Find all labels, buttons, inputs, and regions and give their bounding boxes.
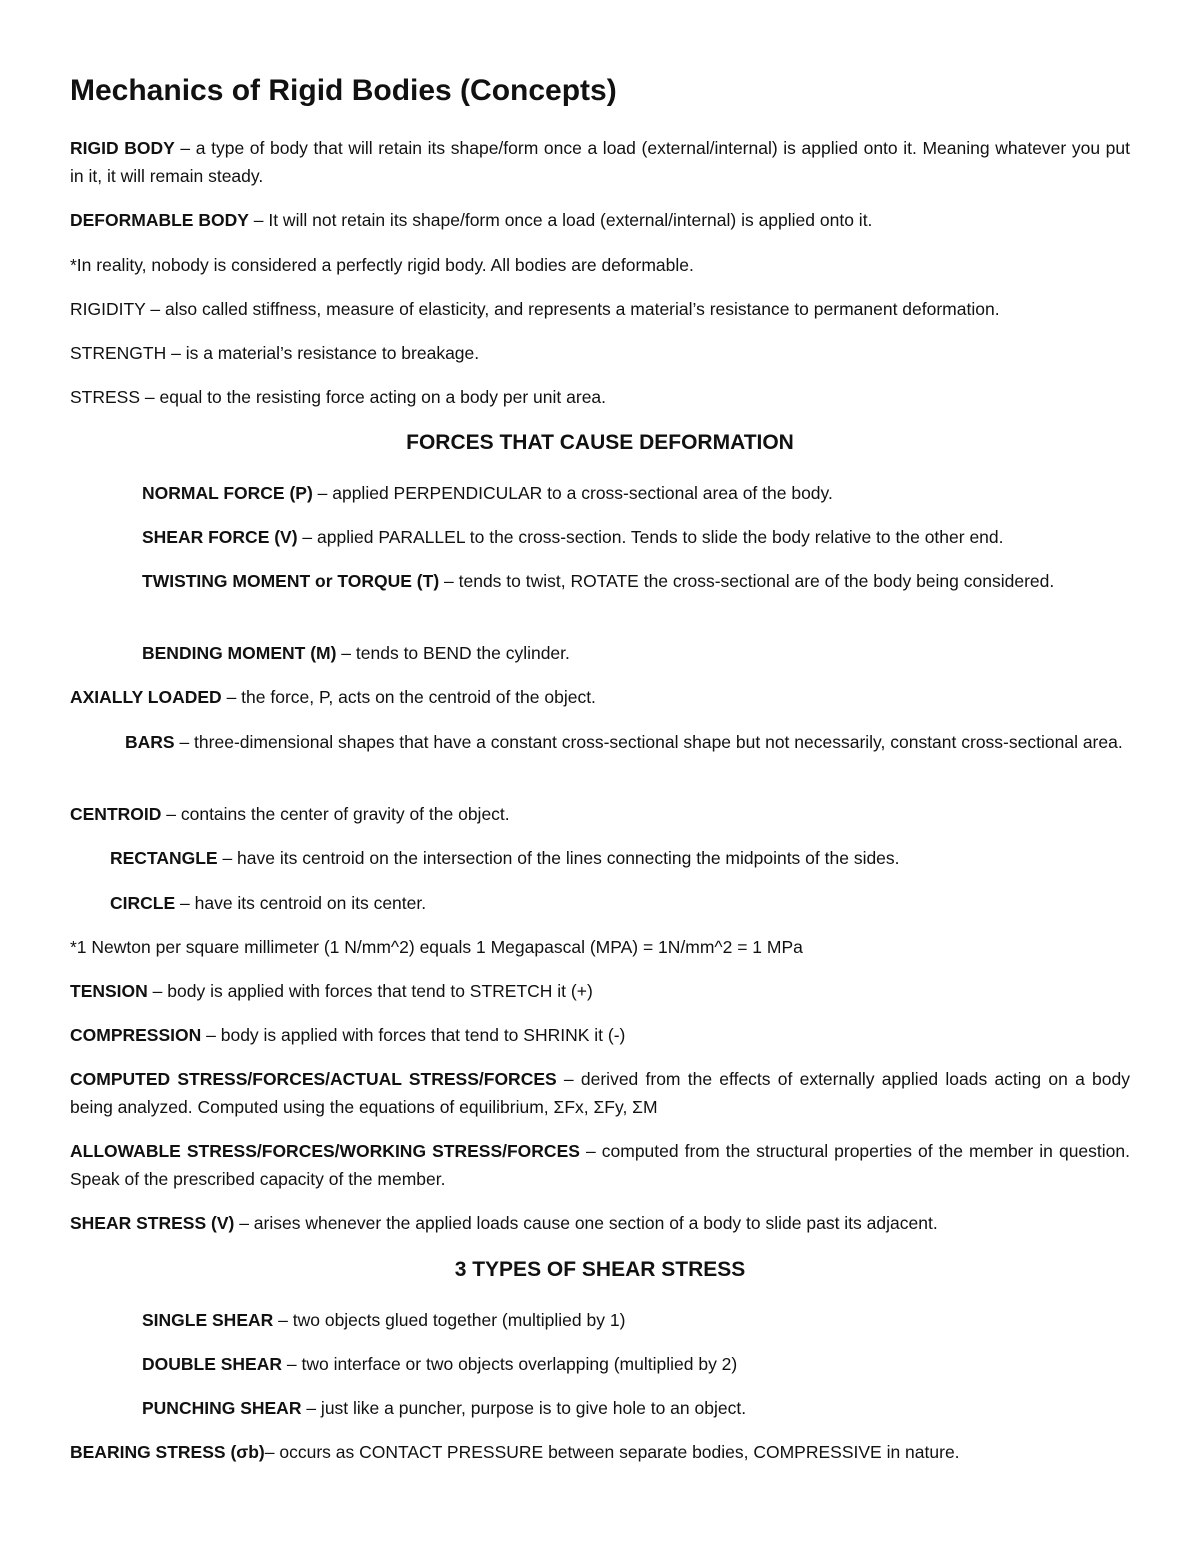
- definition: – body is applied with forces that tend to SHRINK it (-): [201, 1025, 626, 1045]
- definition: – applied PERPENDICULAR to a cross-sectional area of the body.: [312, 483, 833, 503]
- bearing-stress-definition: [70, 1438, 1130, 1466]
- twisting-moment-definition: [142, 567, 1130, 595]
- double-shear-definition: [142, 1350, 1130, 1378]
- shear-force-definition: [142, 523, 1130, 551]
- centroid-definition: [70, 800, 1130, 828]
- definition: – three-dimensional shapes that have a constant cross-sectional shape but not necessarily, constant cross-sectional area.: [174, 732, 1123, 752]
- term: STRENGTH: [70, 343, 167, 363]
- definition: – contains the center of gravity of the object.: [161, 804, 510, 824]
- section-heading-shear-types: 3 TYPES OF SHEAR STRESS: [454, 1258, 746, 1281]
- bending-moment-definition: [142, 639, 1130, 667]
- section-heading-forces: FORCES THAT CAUSE DEFORMATION: [406, 431, 794, 454]
- shear-stress-definition: [70, 1209, 1130, 1237]
- term: DOUBLE SHEAR: [142, 1354, 283, 1374]
- definition: – It will not retain its shape/form once a load (external/internal) is applied onto it.: [248, 210, 873, 230]
- stress-definition: [70, 383, 1130, 411]
- definition: – derived from the effects of externally applied loads acting on a body being analyzed. Computed using the equations of equilibrium, ΣFx, ΣFy, ΣM: [70, 1069, 1130, 1117]
- definition: – a type of body that will retain its shape/form once a load (external/internal) is applied onto it. Meaning whatever you put in it, it will remain steady.: [70, 138, 1130, 186]
- term: RIGIDITY: [70, 299, 146, 319]
- definition: – have its centroid on its center.: [175, 893, 427, 913]
- term: COMPRESSION: [70, 1025, 202, 1045]
- definition: – body is applied with forces that tend to STRETCH it (+): [147, 981, 593, 1001]
- definition: – the force, P, acts on the centroid of the object.: [221, 687, 596, 707]
- axially-loaded-definition: [70, 683, 1130, 711]
- term: CENTROID: [70, 804, 162, 824]
- definition: – tends to twist, ROTATE the cross-sectional are of the body being considered.: [439, 571, 1055, 591]
- definition: – two objects glued together (multiplied by 1): [273, 1310, 626, 1330]
- punching-shear-definition: [142, 1394, 1130, 1422]
- term: DEFORMABLE BODY: [70, 210, 249, 230]
- note-text: *In reality, nobody is considered a perfectly rigid body. All bodies are deformable.: [70, 255, 694, 275]
- definition: – is a material’s resistance to breakage.: [166, 343, 480, 363]
- reality-note: [70, 251, 1130, 279]
- term: TENSION: [70, 981, 148, 1001]
- term: RECTANGLE: [110, 848, 218, 868]
- allowable-stress-definition: [70, 1137, 1130, 1193]
- term: NORMAL FORCE (P): [142, 483, 313, 503]
- rigid-body-definition: [70, 134, 1130, 190]
- term: ALLOWABLE STRESS/FORCES/WORKING STRESS/FORCES: [70, 1141, 580, 1161]
- term: SHEAR FORCE (V): [142, 527, 298, 547]
- term: CIRCLE: [110, 893, 176, 913]
- term: BARS: [125, 732, 175, 752]
- term: SHEAR STRESS (V): [70, 1213, 235, 1233]
- strength-definition: [70, 339, 1130, 367]
- definition: – just like a puncher, purpose is to give hole to an object.: [301, 1398, 747, 1418]
- definition: – applied PARALLEL to the cross-section. Tends to slide the body relative to the other end.: [297, 527, 1004, 547]
- deformable-body-definition: [70, 206, 1130, 234]
- term: BEARING STRESS (σb): [70, 1442, 265, 1462]
- definition: – computed from the structural properties of the member in question. Speak of the prescribed capacity of the member.: [70, 1141, 1130, 1189]
- rigidity-definition: [70, 295, 1130, 323]
- computed-stress-definition: [70, 1065, 1130, 1121]
- page-title: Mechanics of Rigid Bodies (Concepts): [70, 74, 617, 107]
- definition: – equal to the resisting force acting on a body per unit area.: [140, 387, 607, 407]
- definition: – arises whenever the applied loads cause one section of a body to slide past its adjacent.: [234, 1213, 938, 1233]
- term: STRESS: [70, 387, 141, 407]
- compression-definition: [70, 1021, 1130, 1049]
- definition: – two interface or two objects overlapping (multiplied by 2): [282, 1354, 738, 1374]
- term: TWISTING MOMENT or TORQUE (T): [142, 571, 440, 591]
- newton-note: *1 Newton per square millimeter (1 N/mm^2) equals 1 Megapascal (MPA) = 1N/mm^2 = 1 MPa: [70, 937, 803, 957]
- bars-definition: [70, 728, 1130, 756]
- definition: – have its centroid on the intersection of the lines connecting the midpoints of the sides.: [217, 848, 900, 868]
- term: RIGID BODY: [70, 138, 175, 158]
- term: AXIALLY LOADED: [70, 687, 222, 707]
- definition: – occurs as CONTACT PRESSURE between separate bodies, COMPRESSIVE in nature.: [264, 1442, 960, 1462]
- rectangle-definition: [110, 844, 1130, 872]
- single-shear-definition: [142, 1306, 1130, 1334]
- normal-force-definition: [142, 479, 1130, 507]
- circle-definition: [110, 889, 1130, 917]
- definition: – tends to BEND the cylinder.: [336, 643, 570, 663]
- definition: – also called stiffness, measure of elasticity, and represents a material’s resistance to permanent deformation.: [145, 299, 1000, 319]
- term: PUNCHING SHEAR: [142, 1398, 302, 1418]
- tension-definition: [70, 977, 1130, 1005]
- term: COMPUTED STRESS/FORCES/ACTUAL STRESS/FORCES: [70, 1069, 557, 1089]
- term: SINGLE SHEAR: [142, 1310, 274, 1330]
- term: BENDING MOMENT (M): [142, 643, 337, 663]
